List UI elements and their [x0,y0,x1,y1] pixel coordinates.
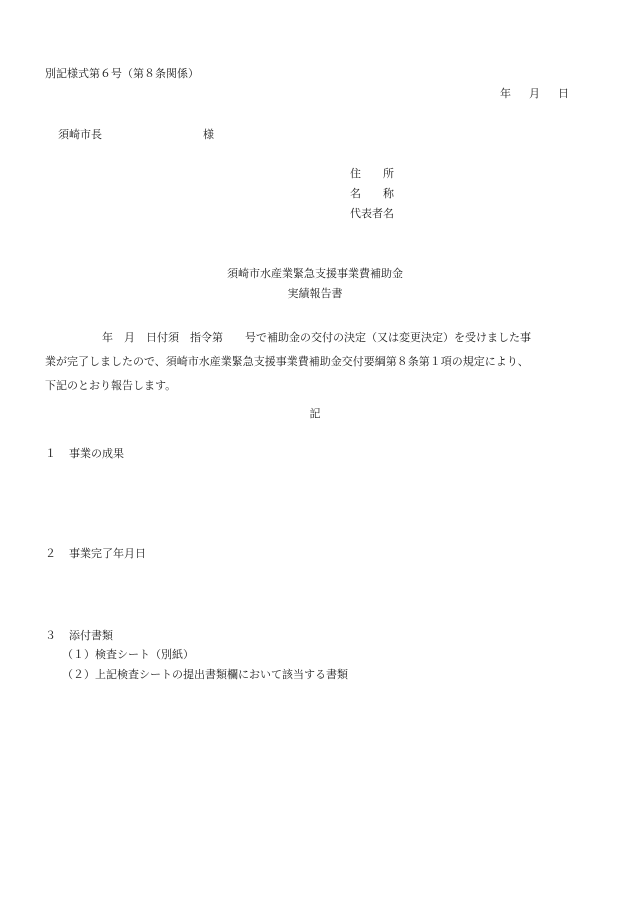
section-label: 事業完了年月日 [69,547,146,560]
applicant-name [350,188,402,199]
body-line-3: 下記のとおり報告します。 [45,379,177,392]
section-label: 事業の成果 [69,447,124,460]
section-label: 添付書類 [69,629,113,642]
date-line [500,88,569,99]
section-number: １ [45,447,56,460]
addressee-honorific: 様 [203,128,214,141]
attachment-item: （２）上記検査シートの提出書類欄において該当する書類 [62,668,348,681]
addressee-name: 須崎市長 [58,128,102,141]
attachment-item: （１）検査シート（別紙） [62,648,194,661]
body-paragraph [45,326,590,398]
section-number: ２ [45,547,56,560]
section-results [45,448,124,459]
document-subtitle: 実績報告書 [287,287,343,300]
body-line-1: 年 月 日付須 指令第 号で補助金の交付の決定（又は変更決定）を受けました事 [102,331,531,344]
body-line-2: 業が完了しましたので、須崎市水産業緊急支援事業費補助金交付要綱第８条第１項の規定により、 [45,355,529,368]
document-title: 須崎市水産業緊急支援事業費補助金 [227,267,403,280]
form-number: 別記様式第６号（第８条関係） [45,67,199,80]
date-year: 年 [500,87,511,100]
section-completion-date [45,548,146,559]
section-attachments [45,630,113,641]
date-month: 月 [529,87,540,100]
ki-marker: 記 [309,407,321,420]
name-label: 名 称 [350,187,394,200]
address-label: 住 所 [350,167,394,180]
applicant-address [350,168,402,179]
section-number: ３ [45,629,56,642]
applicant-representative [350,208,402,219]
representative-label: 代表者名 [350,207,394,220]
date-day: 日 [558,87,569,100]
